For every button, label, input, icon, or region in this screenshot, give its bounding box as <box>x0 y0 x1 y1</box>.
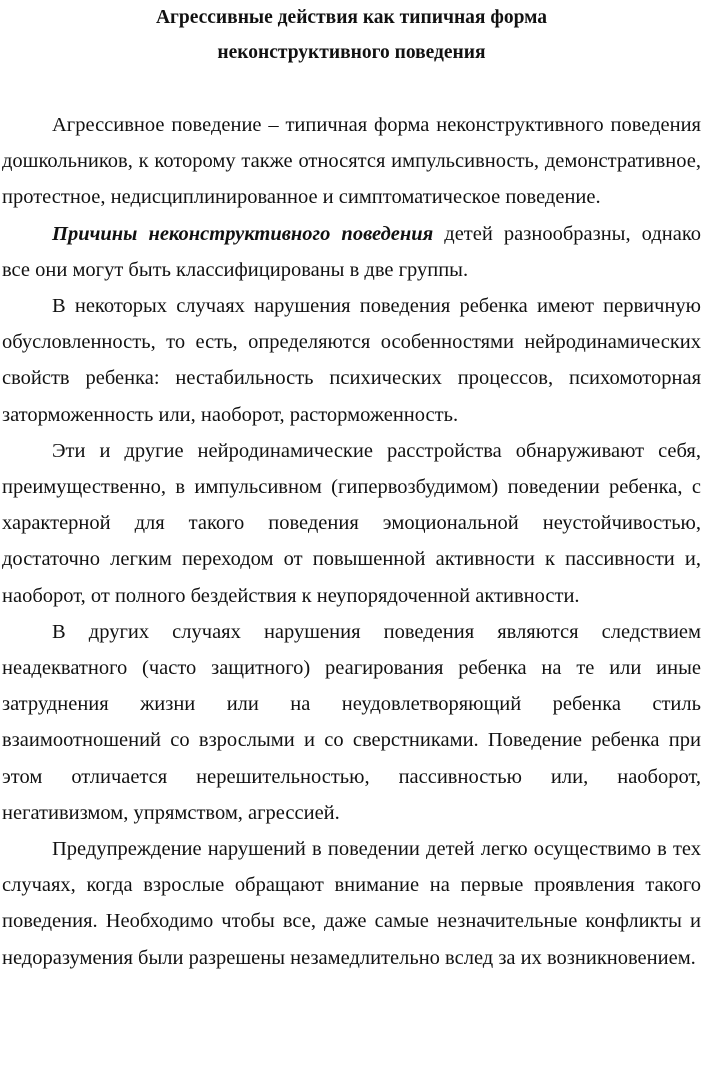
paragraph-text: Агрессивное поведение – типичная форма неконструктивного поведения дошкольников, к которому также относятся импульсивность, демонстративное, протестное, недисциплинированное и симптоматическое поведение. <box>2 114 701 209</box>
title-line-1: Агрессивные действия как типичная форма <box>155 7 548 28</box>
paragraph-neurodynamic <box>2 433 701 614</box>
title-spacer <box>2 70 701 107</box>
paragraph-prevention <box>2 831 701 976</box>
document-title <box>2 0 701 70</box>
paragraph-text: детей разнообразны, однако все они могут быть классифицированы в две группы. <box>2 222 701 281</box>
paragraph-lead-causes: Причины неконструктивного поведения <box>52 222 434 245</box>
paragraph-text: Предупреждение нарушений в поведении детей легко осуществимо в тех случаях, когда взрослые обращают внимание на первые проявления такого поведения. Необходимо чтобы все, даже самые незначительные конфликты и недоразумения были разрешены незамедлительно вслед за их возникновением. <box>2 838 701 969</box>
paragraph-text: Эти и другие нейродинамические расстройства обнаруживают себя, преимущественно, в импульсивном (гипервозбудимом) поведении ребенка, с характерной для такого поведения эмоциональной неустойчивостью, достаточно легким переходом от повышенной активности к пассивности и, наоборот, от полного бездействия к неупорядоченной активности. <box>2 439 701 607</box>
paragraph-text: В некоторых случаях нарушения поведения ребенка имеют первичную обусловленность, то есть, определяются особенностями нейродинамических свойств ребенка: нестабильность психических процессов, психомоторная заторможенность или, наоборот, расторможенность. <box>2 295 701 426</box>
title-line-2: неконструктивного поведения <box>217 42 486 63</box>
paragraph-causes <box>2 216 701 288</box>
paragraph-primary-causes <box>2 288 701 433</box>
paragraph-aggressive-behavior <box>2 107 701 216</box>
paragraph-text: В других случаях нарушения поведения являются следствием неадекватного (часто защитного) реагирования ребенка на те или иные затруднения жизни или на неудовлетворяющий ребенка стиль взаимоотношений со взрослыми и со сверстниками. Поведение ребенка при этом отличается нерешительностью, пассивностью или, наоборот, негативизмом, упрямством, агрессией. <box>2 620 701 824</box>
paragraph-secondary-causes <box>2 614 701 831</box>
